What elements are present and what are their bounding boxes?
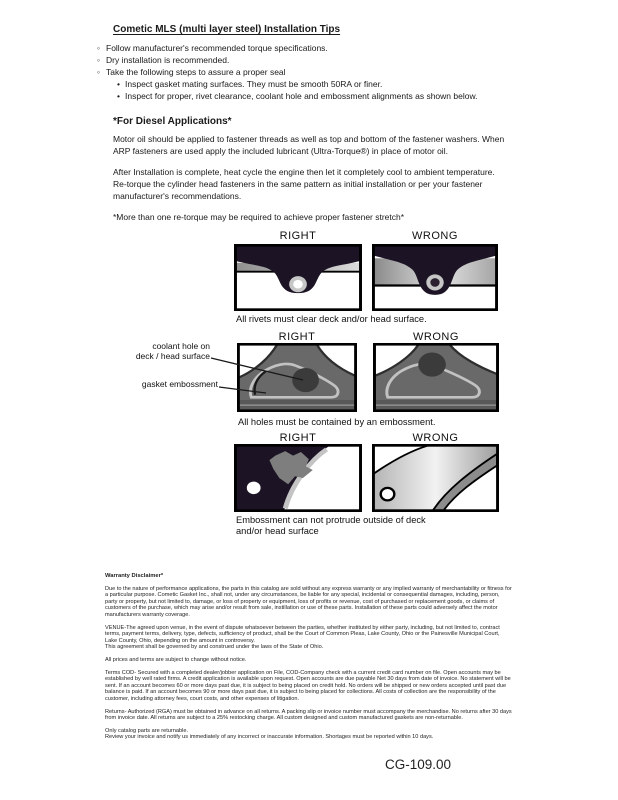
page-title: Cometic MLS (multi layer steel) Installation Tips (113, 24, 341, 35)
venue-paragraph: VENUE-The agreed upon venue, in the event of dispute whatsoever between the parties, whether instituted by either party, including, but not limited to, contract terms, payment terms, delivery, type, defects, sufficiency of product, shall be the Court of Common Pleas, Lake County, Ohio or the Painesville Municipal Court, Lake County, Ohio, depending on the amount in controversy. This agreement shall be governed by and construed under the laws of the State of Ohio. (105, 624, 500, 651)
coolant-caption: All holes must be contained by an embossment. (238, 417, 436, 427)
right-label-row1: RIGHT (279, 230, 317, 242)
tips-list (106, 42, 505, 78)
diesel-paragraph-1: Motor oil should be applied to fastener threads as well as top and bottom of the fastener washers. When ARP fasteners are used apply the included lubricant (Ultra-Torque®) in place of motor oil. (113, 134, 505, 156)
warranty-disclaimer-section (105, 573, 513, 747)
right-label-row3: RIGHT (279, 432, 317, 444)
tip-item: ◦ Dry installation is recommended. (97, 54, 505, 66)
tip-item: ◦ Take the following steps to assure a proper seal (97, 66, 505, 78)
catalog-parts-paragraph: Only catalog parts are returnable. Review your invoice and notify us immediately of any incorrect or inaccurate information. Shortages must be reported within 10 days. (105, 727, 434, 741)
diesel-applications-heading: *For Diesel Applications* (113, 116, 232, 127)
wrong-label-row2: WRONG (413, 331, 459, 343)
disclaimer-paragraph: Due to the nature of performance applications, the parts in this catalog are sold without any express warranty or any implied warranty of merchantability or fitness for a particular purpose. Cometic Gasket Inc., shall not, under any circumstances, be liable for any special, incidental or consequential damages, including, person, party or property, but not limited to, damage, or loss of property or equipment, loss of profits or revenue, cost of purchased or replacement goods, or claims of customers of the purchase, which may arise and/or result from sale, instillation or use of these parts. Installation of these parts could adversely affect the motor manufacturers warranty coverage. (105, 585, 512, 618)
wrong-label-row3: WRONG (412, 432, 459, 444)
embossment-wrong-diagram (372, 444, 499, 512)
retorque-note: *More than one re-torque may be required to achieve proper fastener stretch* (113, 212, 405, 222)
sub-tips-list (113, 78, 505, 102)
diesel-paragraph-2: After Installation is complete, heat cycle the engine then let it completely cool to ambient temperature. Re-torque the cylinder head fasteners in the same pattern as initial installation or per your fastener manufacturer's recommendations. (113, 167, 495, 201)
sub-tip-item: • Inspect for proper, rivet clearance, coolant hole and embossment alignments as shown below. (117, 90, 505, 102)
rivet-right-diagram (234, 244, 362, 311)
terms-cod-paragraph: Terms COD- Secured with a completed dealer/jobber application on File, COD-Company check with a current credit card number on file. Open accounts may be established by well rated firms. A credit application is available upon request. Open accounts are due payable Net 30 days from date of invoice. No statement will be sent. If an account becomes 60 or more days past due, it is subject to being placed on credit hold. No orders will be shipped or new orders accepted until past due balance is paid. If an account becomes 90 or more days past due, it is subject to being placed for collections. All costs of collection are the responsibility of the customer, including attorney fees, court costs, and other expenses of litigation. (105, 669, 511, 702)
wrong-label-row1: WRONG (412, 230, 458, 242)
sub-tip-item: • Inspect gasket mating surfaces. They must be smooth 50RA or finer. (117, 78, 505, 90)
prices-paragraph: All prices and terms are subject to change without notice. (105, 656, 247, 663)
gasket-embossment-annotation: gasket embossment (141, 379, 218, 389)
rivet-wrong-diagram (372, 244, 498, 311)
coolant-hole-annotation: coolant hole on deck / head surface (135, 341, 210, 361)
tip-item: ◦ Follow manufacturer's recommended torque specifications. (97, 42, 505, 54)
leader-lines (204, 349, 310, 399)
returns-paragraph: Returns- Authorized (RGA) must be obtained in advance on all returns. A packing slip or invoice number must accompany the merchandise. No returns after 30 days from invoice date. All returns are subject to a 25% restocking charge. All custom designed and custom manufactured gaskets are non-returnable. (105, 708, 512, 722)
warranty-disclaimer-heading: Warranty Disclaimer* (105, 573, 164, 579)
rivet-caption: All rivets must clear deck and/or head surface. (236, 314, 427, 324)
embossment-caption: Embossment can not protrude outside of deck and/or head surface (236, 515, 426, 536)
installation-tips-section (106, 24, 505, 232)
coolant-wrong-diagram (373, 343, 499, 412)
embossment-right-diagram (234, 444, 362, 512)
page-number: CG-109.00 (385, 757, 452, 772)
right-label-row2: RIGHT (278, 331, 316, 343)
